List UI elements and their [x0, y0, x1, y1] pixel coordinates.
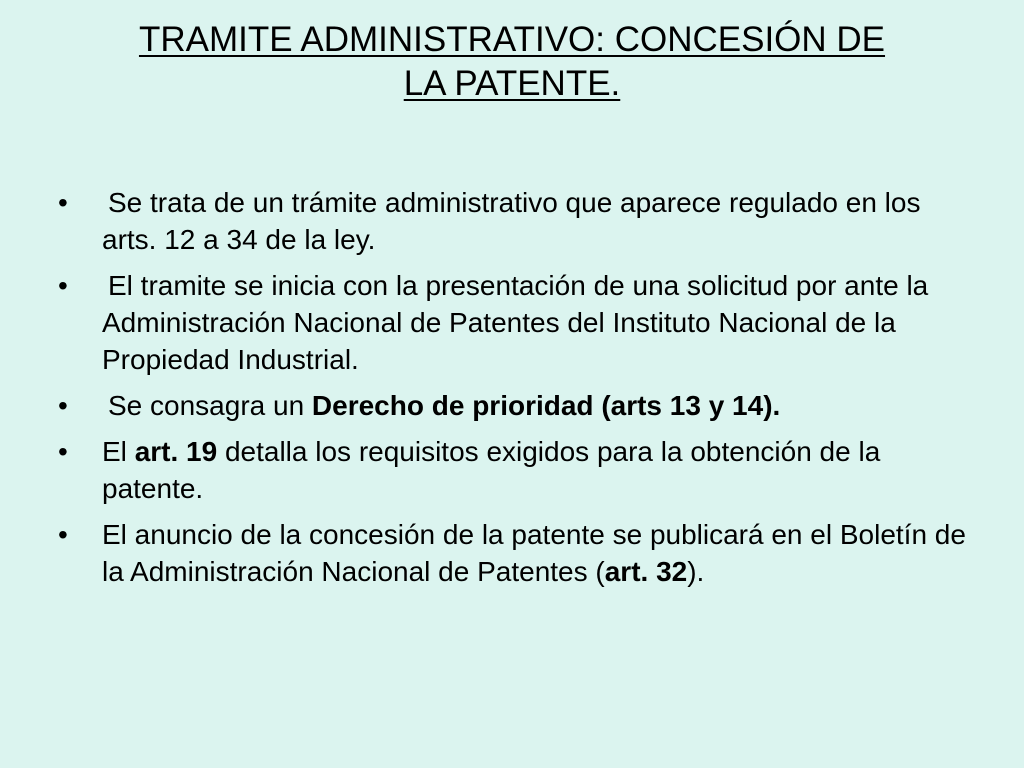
bullet-list — [58, 184, 978, 599]
bullet-dot-icon: • — [58, 270, 68, 301]
bullet-text: El tramite se inicia con la presentación de una solicitud por ante la Administración Nacional de Patentes del Instituto Nacional de la Propiedad Industrial. — [102, 270, 929, 375]
bullet-item-1 — [58, 184, 978, 258]
slide-title-line-1: TRAMITE ADMINISTRATIVO: CONCESIÓN DE — [138, 20, 886, 59]
bullet-text: Se consagra un — [108, 390, 312, 421]
slide-title-line-2: LA PATENTE. — [403, 64, 621, 103]
bullet-bold-text: Derecho de prioridad (arts 13 y 14). — [311, 390, 781, 421]
bullet-text-after: detalla los requisitos exigidos para la obtención de la patente. — [102, 436, 881, 504]
bullet-item-5 — [58, 516, 978, 590]
bullet-dot-icon: • — [58, 519, 68, 550]
bullet-item-2 — [58, 267, 978, 378]
bullet-bold-text: art. 19 — [134, 436, 218, 467]
bullet-item-3 — [58, 387, 978, 424]
bullet-text: El — [102, 436, 135, 467]
bullet-dot-icon: • — [58, 390, 68, 421]
bullet-text-after: ). — [687, 556, 705, 587]
bullet-text: El anuncio de la concesión de la patente se publicará en el Boletín de la Administración Nacional de Patentes ( — [102, 519, 966, 587]
bullet-item-4 — [58, 433, 978, 507]
bullet-bold-text: art. 32 — [604, 556, 688, 587]
slide-title — [60, 18, 964, 106]
bullet-text: Se trata de un trámite administrativo que aparece regulado en los arts. 12 a 34 de la ley. — [102, 187, 921, 255]
bullet-dot-icon: • — [58, 436, 68, 467]
bullet-dot-icon: • — [58, 187, 68, 218]
